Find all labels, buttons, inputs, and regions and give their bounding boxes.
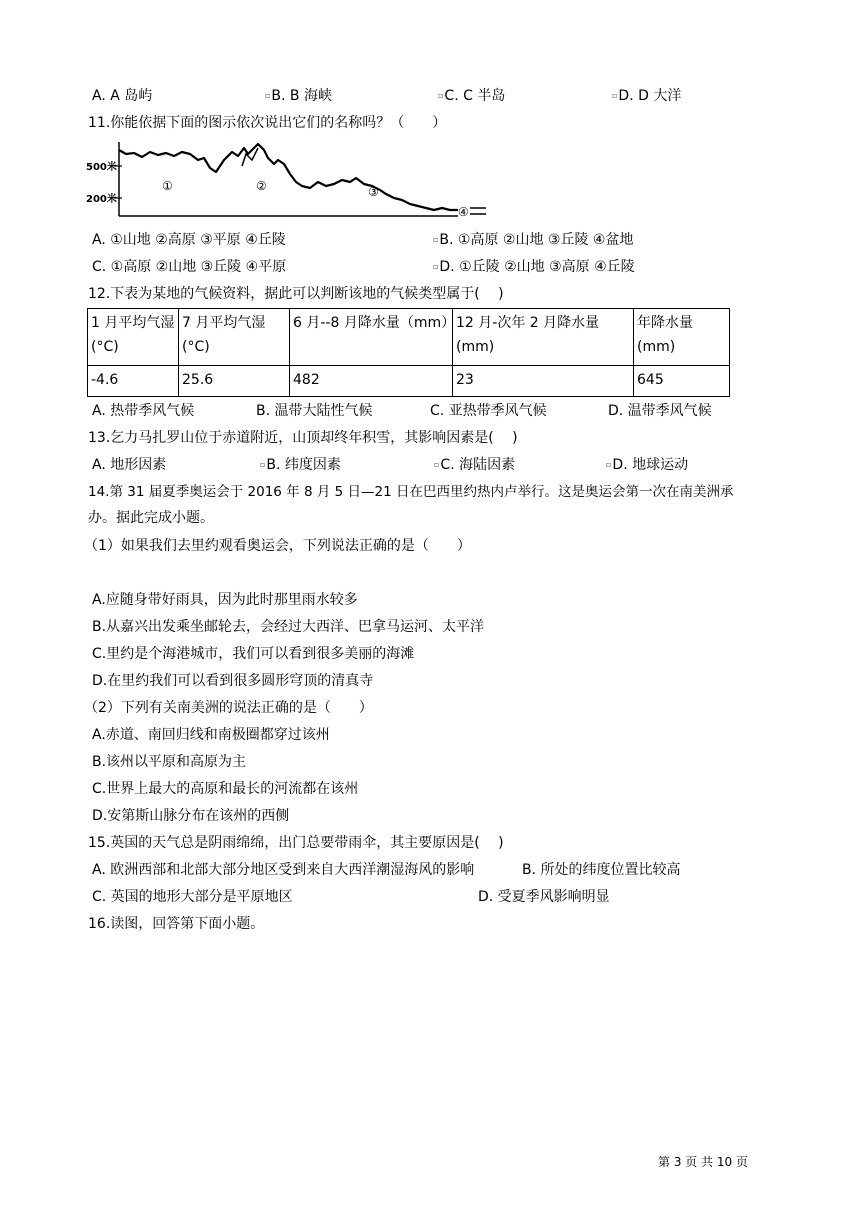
q14-sub2-option-b: B.该州以平原和高原为主 [92,754,247,770]
q14-sub2-option-c: C.世界上最大的高原和最长的河流都在该州 [92,781,359,797]
q10-option-d: ▫D. D 大洋 [612,88,682,104]
q11-option-d: ▫D. ①丘陵 ②山地 ③高原 ④丘陵 [433,259,635,275]
q11-stem: 11.你能依据下面的图示依次说出它们的名称吗？（ ） [88,115,447,131]
q16-stem: 16.读图，回答第下面小题。 [88,916,265,932]
q15-option-c: C. 英国的地形大部分是平原地区 [92,889,293,905]
q14-sub2-stem: （2）下列有关南美洲的说法正确的是（ ） [84,700,373,716]
q15-option-a: A. 欧洲西部和北部大部分地区受到来自大西洋潮湿海风的影响 [92,862,475,878]
table-cell: 482 [290,366,453,397]
q10-option-c: ▫C. C 半岛 [438,88,506,104]
q14-sub2-option-d: D.安第斯山脉分布在该州的西侧 [92,808,290,824]
q12-option-d: D. 温带季风气候 [608,403,712,419]
page-footer: 第 3 页 共 10 页 [658,1155,748,1169]
q15-option-d: D. 受夏季风影响明显 [478,889,610,905]
table-cell: 23 [453,366,634,397]
table-row [88,366,730,397]
table-header-cell: 12 月-次年 2 月降水量(mm) [453,309,634,366]
region-mark-1: ① [162,179,173,193]
y-label-500: 500米 [86,162,117,173]
q12-option-b: B. 温带大陆性气候 [256,403,373,419]
table-cell: 645 [634,366,730,397]
y-label-200: 200米 [86,194,117,205]
region-mark-3: ③ [368,185,379,199]
table-header-cell: 7 月平均气湿(°C) [179,309,290,366]
q14-stem-line2: 办。据此完成小题。 [88,510,214,526]
q14-stem-line1: 14.第 31 届夏季奥运会于 2016 年 8 月 5 日—21 日在巴西里约热内卢举行。这是奥运会第一次在南美洲承 [88,484,734,500]
q13-option-b: ▫B. 纬度因素 [260,457,341,473]
q11-option-a: A. ①山地 ②高原 ③平原 ④丘陵 [92,232,286,248]
q11-option-b: ▫B. ①高原 ②山地 ③丘陵 ④盆地 [433,232,634,248]
q14-sub2-option-a: A.赤道、南回归线和南极圈都穿过该州 [92,727,330,743]
region-mark-2: ② [256,179,267,193]
q12-stem: 12.下表为某地的气候资料，据此可以判断该地的气候类型属于( ) [88,286,504,302]
q10-option-a: A. A 岛屿 [92,88,153,104]
q13-option-c: ▫C. 海陆因素 [434,457,516,473]
q14-sub1-option-c: C.里约是个海港城市，我们可以看到很多美丽的海滩 [92,646,415,662]
table-header-row [88,309,730,366]
terrain-outline [119,144,458,210]
q15-option-b: B. 所处的纬度位置比较高 [522,862,681,878]
table-header-cell: 6 月--8 月降水量（mm） [290,309,453,366]
q14-sub1-option-a: A.应随身带好雨具，因为此时那里雨水较多 [92,592,358,608]
table-header-cell: 1 月平均气湿(°C) [88,309,179,366]
table-cell: -4.6 [88,366,179,397]
q13-option-d: ▫D. 地球运动 [606,457,689,473]
q11-option-c: C. ①高原 ②山地 ③丘陵 ④平原 [92,259,287,275]
q13-stem: 13.乞力马扎罗山位于赤道附近，山顶却终年积雪，其影响因素是( ) [88,430,518,446]
q15-stem: 15.英国的天气总是阴雨绵绵，出门总要带雨伞，其主要原因是( ) [88,835,504,851]
q10-option-b: ▫B. B 海峡 [265,88,332,104]
table-header-cell: 年降水量(mm) [634,309,730,366]
table-cell: 25.6 [179,366,290,397]
region-mark-4: ④ [458,205,469,219]
climate-data-table [87,308,730,397]
q13-option-a: A. 地形因素 [92,457,167,473]
q12-option-c: C. 亚热带季风气候 [430,403,547,419]
q14-sub1-option-d: D.在里约我们可以看到很多圆形穹顶的清真寺 [92,673,374,689]
q14-sub1-option-b: B.从嘉兴出发乘坐邮轮去，会经过大西洋、巴拿马运河、太平洋 [92,619,485,635]
terrain-profile-figure [86,138,496,222]
q14-sub1-stem: （1）如果我们去里约观看奥运会，下列说法正确的是（ ） [84,538,471,554]
q12-option-a: A. 热带季风气候 [92,403,195,419]
